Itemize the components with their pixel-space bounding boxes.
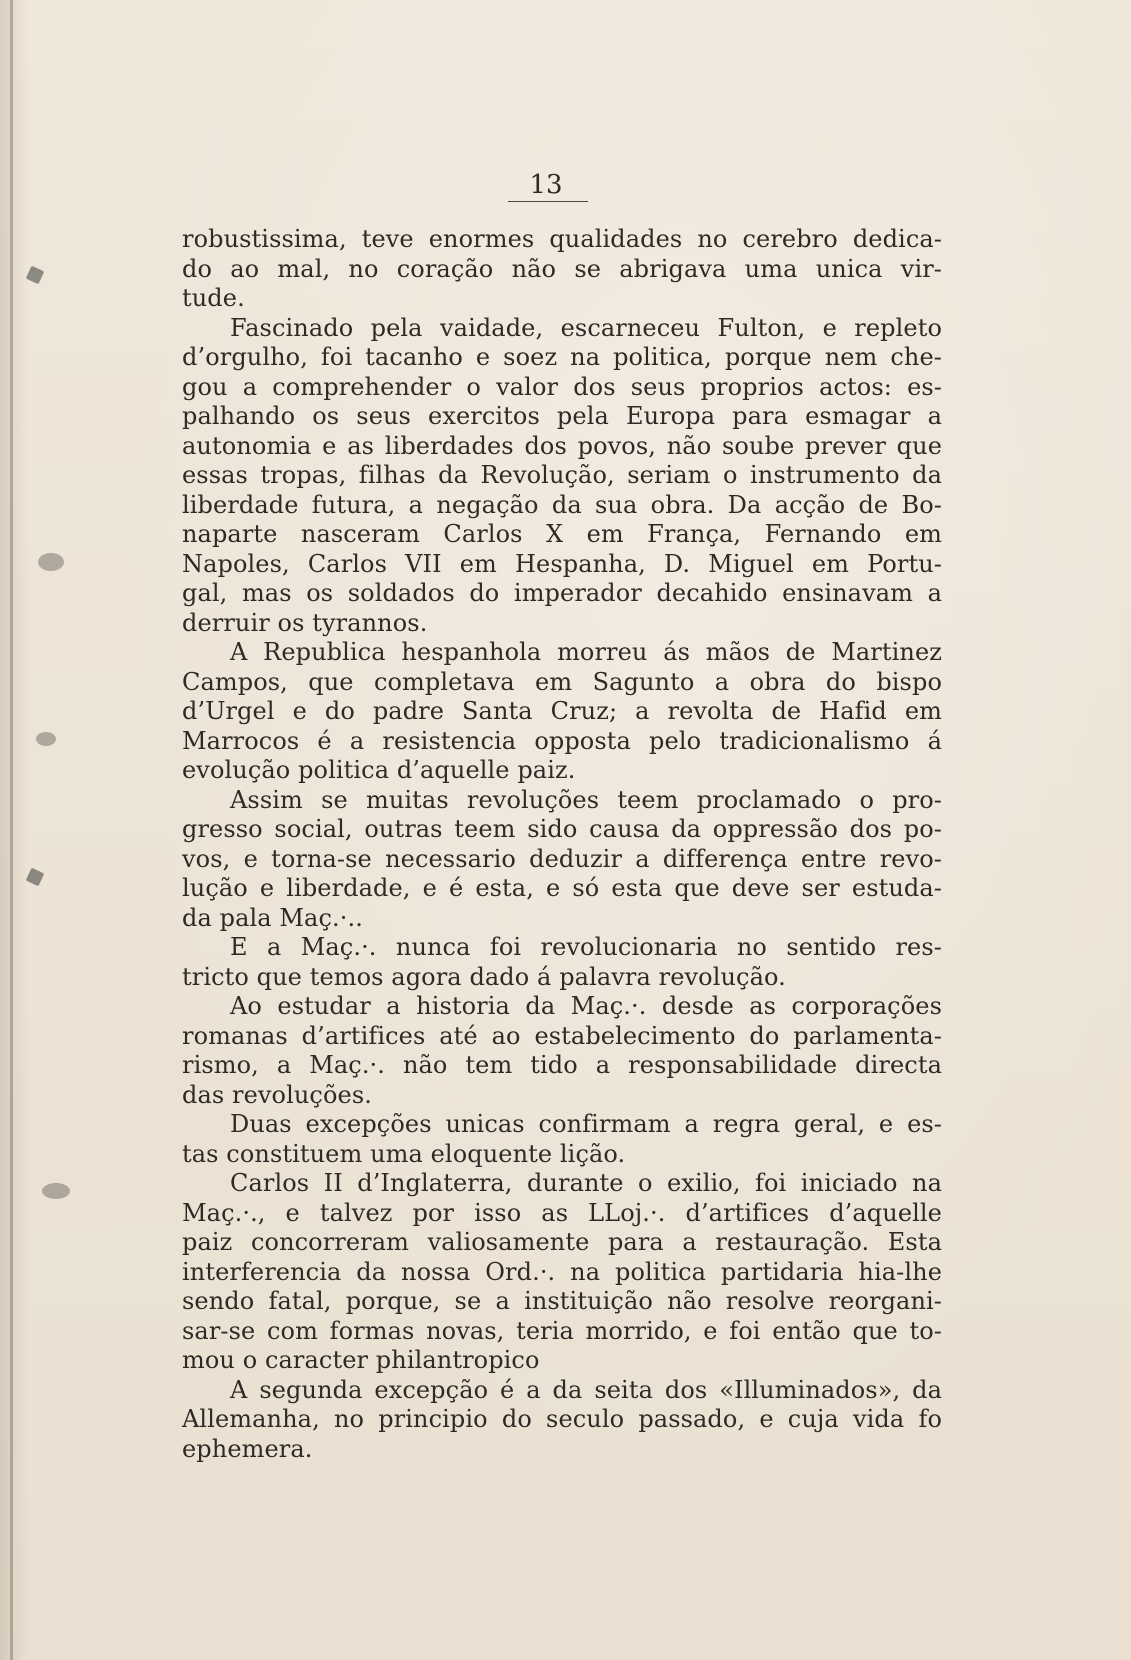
text-line: gal, mas os soldados do imperador decahido ensinavam a: [182, 579, 942, 607]
text-line: Assim se muitas revoluções teem proclamado o pro-: [230, 785, 942, 814]
text-line: Maç.·., e talvez por isso as LLoj.·. d’artifices d’aquelle: [182, 1198, 942, 1227]
text-line: palhando os seus exercitos pela Europa para esmagar a: [182, 402, 942, 430]
body-text: [182, 225, 942, 1464]
text-line: A segunda excepção é a da seita dos «Illuminados», da: [230, 1375, 942, 1404]
text-line: da pala Maç.·..: [182, 903, 363, 932]
text-line: tas constituem uma eloquente lição.: [182, 1139, 626, 1168]
text-line: naparte nasceram Carlos X em França, Fernando em: [182, 520, 942, 548]
text-line: interferencia da nossa Ord.·. na politica partidaria hia-lhe: [182, 1257, 942, 1286]
text-line: paiz concorreram valiosamente para a restauração. Esta: [182, 1228, 942, 1256]
text-line: rismo, a Maç.·. não tem tido a responsabilidade directa: [182, 1051, 942, 1079]
stain-mark: [36, 732, 56, 746]
text-line: tude.: [182, 284, 245, 312]
text-line: liberdade futura, a negação da sua obra. Da acção de Bo-: [182, 490, 942, 519]
text-line: sar-se com formas novas, teria morrido, e foi então que to-: [182, 1316, 942, 1345]
text-line: Duas excepções unicas confirmam a regra geral, e es-: [230, 1110, 942, 1138]
page-number-rule: [508, 201, 588, 202]
text-line: mou o caracter philantropico: [182, 1346, 540, 1374]
text-line: autonomia e as liberdades dos povos, não soube prever que: [182, 431, 942, 460]
text-line: essas tropas, filhas da Revolução, seriam o instrumento da: [182, 461, 942, 489]
stain-mark: [38, 553, 64, 571]
text-line: evolução politica d’aquelle paiz.: [182, 756, 576, 784]
text-line: sendo fatal, porque, se a instituição não resolve reorgani-: [182, 1287, 942, 1315]
stain-mark: [42, 1183, 70, 1199]
text-line: das revoluções.: [182, 1080, 372, 1109]
text-line: tricto que temos agora dado á palavra revolução.: [182, 962, 786, 991]
text-line: Ao estudar a historia da Maç.·. desde as corporações: [230, 992, 942, 1020]
page-number: 13: [529, 170, 563, 200]
text-line: A Republica hespanhola morreu ás mãos de Martinez: [230, 638, 942, 666]
text-line: do ao mal, no coração não se abrigava uma unica vir-: [182, 254, 942, 283]
text-line: d’orgulho, foi tacanho e soez na politica, porque nem che-: [182, 343, 942, 371]
text-line: Napoles, Carlos VII em Hespanha, D. Miguel em Portu-: [182, 549, 942, 578]
binding-thread-mark: [26, 868, 45, 887]
text-line: E a Maç.·. nunca foi revolucionaria no sentido res-: [230, 933, 942, 961]
text-line: Campos, que completava em Sagunto a obra do bispo: [182, 667, 942, 696]
text-line: d’Urgel e do padre Santa Cruz; a revolta de Hafid em: [182, 697, 942, 725]
text-line: Carlos II d’Inglaterra, durante o exilio, foi iniciado na: [230, 1169, 942, 1197]
binding-edge: [10, 0, 13, 1660]
text-line: derruir os tyrannos.: [182, 608, 428, 637]
text-line: Marrocos é a resistencia opposta pelo tradicionalismo á: [182, 726, 942, 755]
text-line: robustissima, teve enormes qualidades no cerebro dedica-: [182, 225, 942, 253]
text-line: lução e liberdade, e é esta, e só esta que deve ser estuda-: [182, 874, 942, 902]
text-line: vos, e torna-se necessario deduzir a differença entre revo-: [182, 844, 942, 873]
text-line: Allemanha, no principio do seculo passado, e cuja vida fo: [182, 1405, 942, 1433]
text-line: gresso social, outras teem sido causa da oppressão dos po-: [182, 815, 942, 843]
text-line: Fascinado pela vaidade, escarneceu Fulton, e repleto: [230, 313, 942, 342]
text-line: ephemera.: [182, 1434, 313, 1463]
binding-thread-mark: [26, 266, 45, 285]
text-line: romanas d’artifices até ao estabelecimento do parlamenta-: [182, 1021, 942, 1050]
text-line: gou a comprehender o valor dos seus proprios actos: es-: [182, 372, 942, 401]
